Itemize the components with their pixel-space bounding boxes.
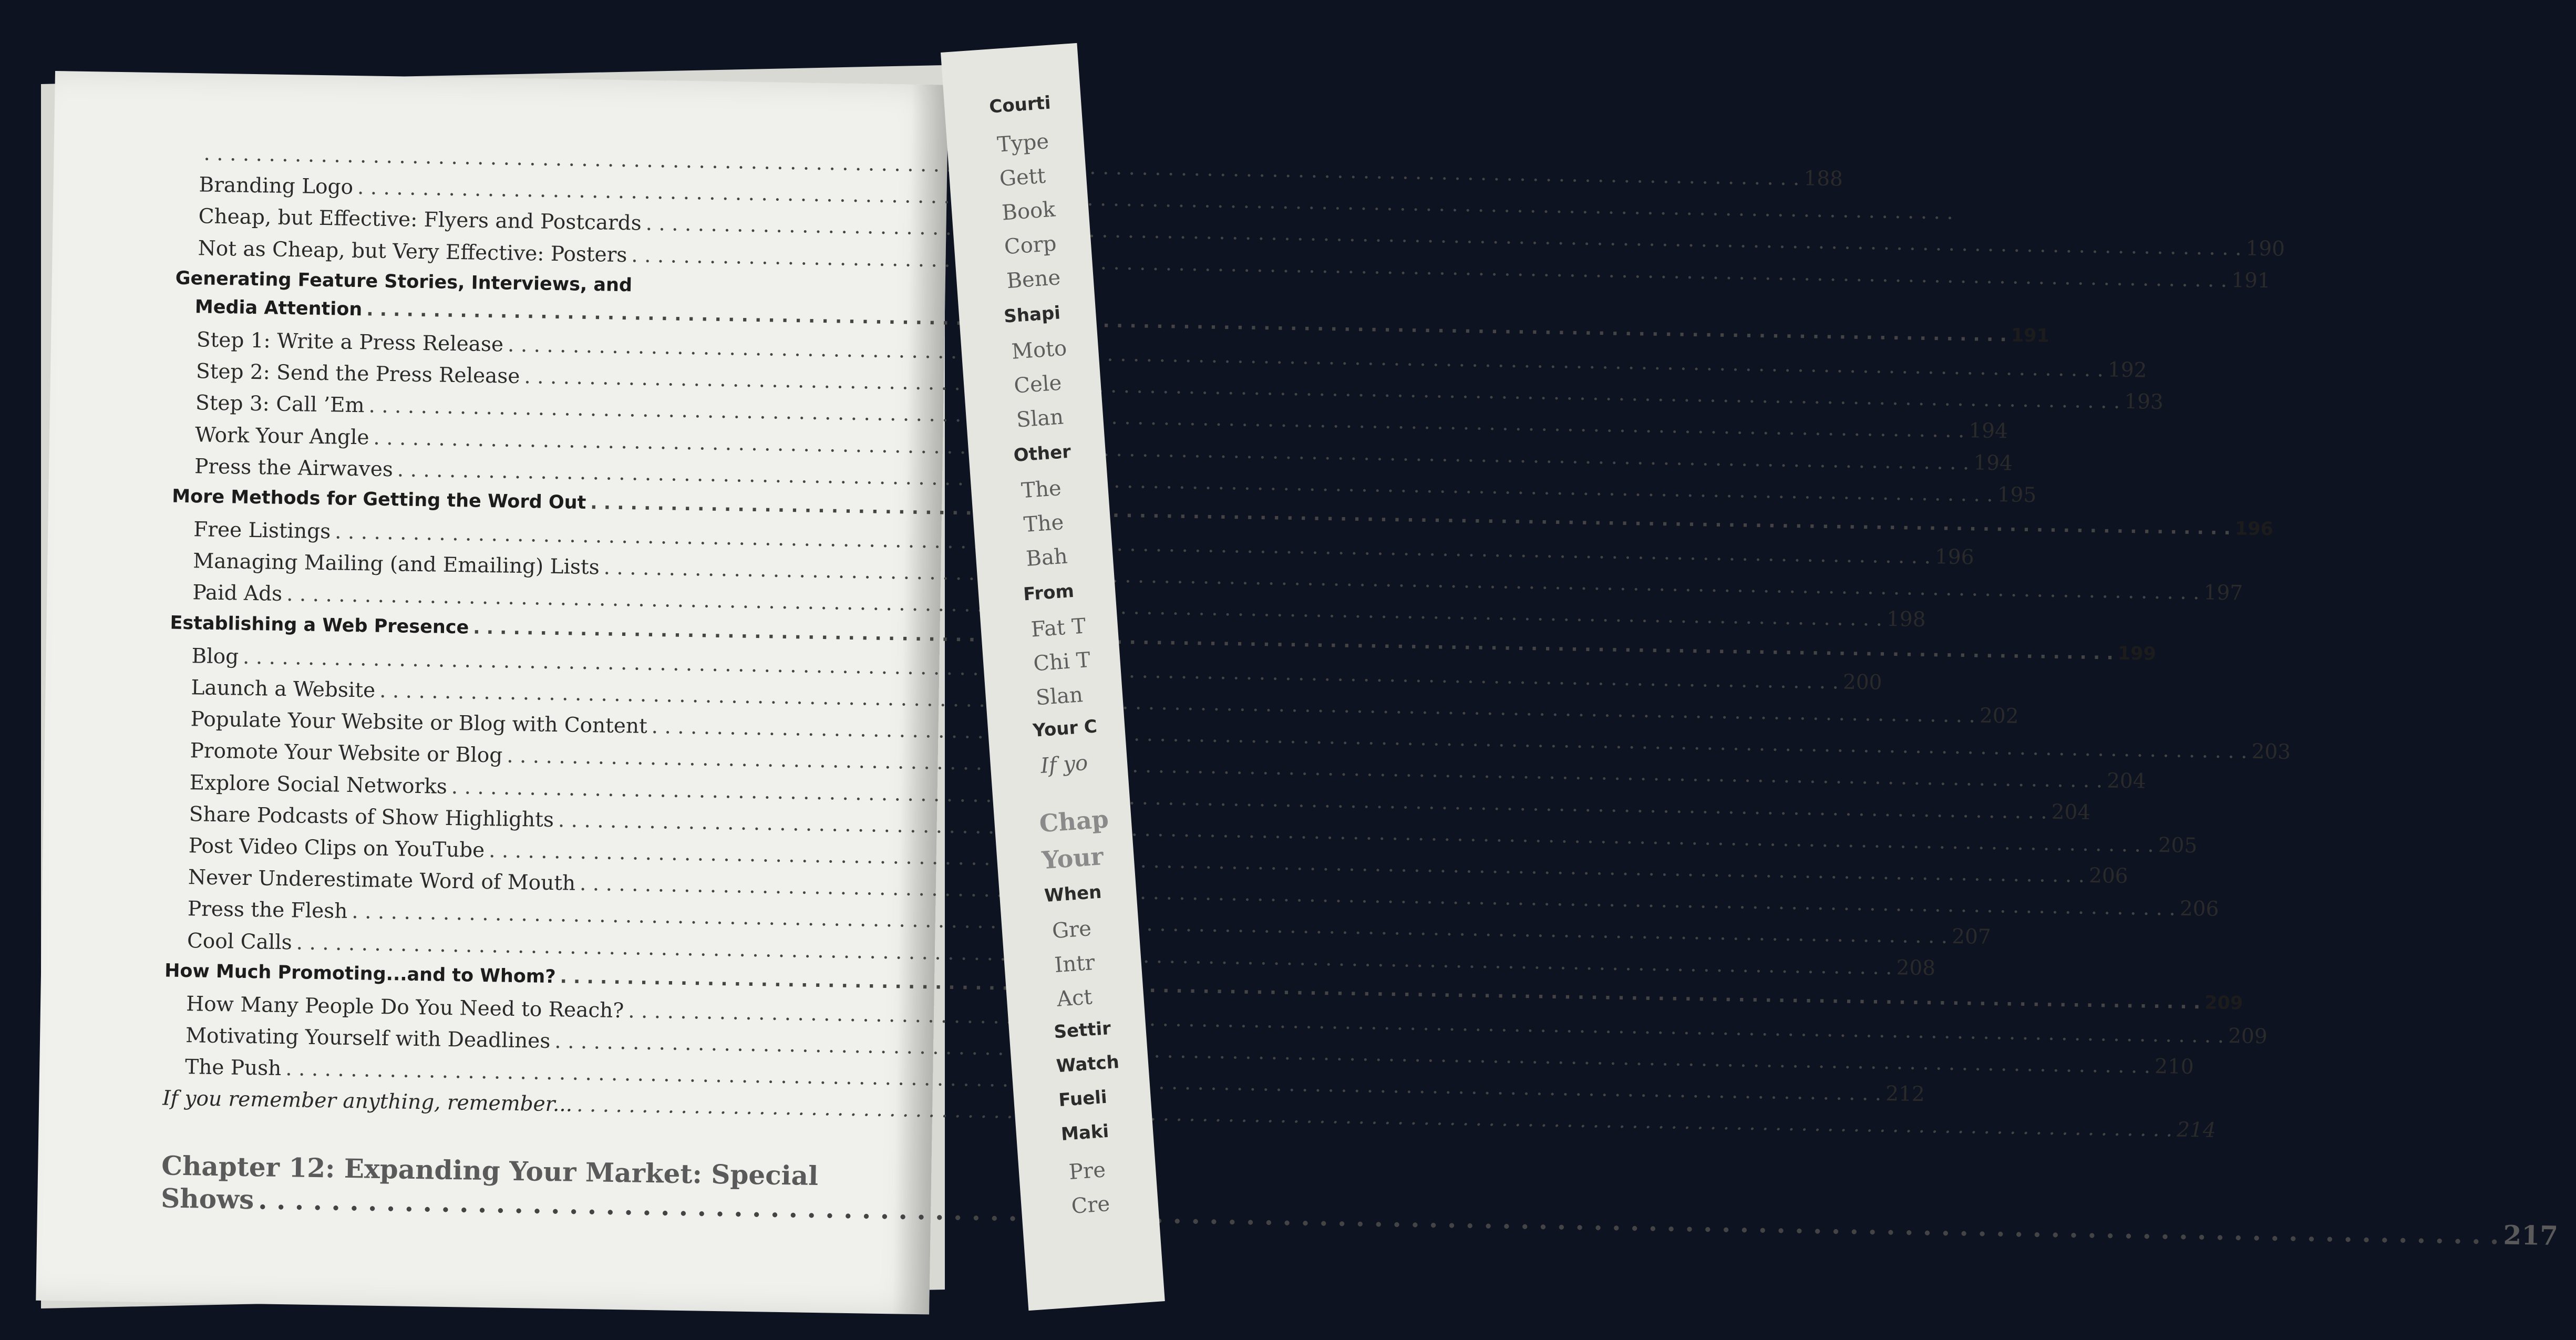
toc-page-number: 208 xyxy=(1896,955,1936,980)
toc-page-number: 193 xyxy=(2124,390,2164,415)
right-page-text-fragment: Type xyxy=(996,129,1050,157)
right-page-text-fragment: Corp xyxy=(1003,231,1057,260)
toc-entry-title: How Much Promoting...and to Whom? xyxy=(164,960,556,987)
right-page-text-fragment: Other xyxy=(1013,441,1072,467)
right-page-text-fragment: The xyxy=(1020,476,1063,503)
toc-entry-title: Branding Logo xyxy=(199,173,354,200)
right-page-text-fragment: Fat T xyxy=(1030,614,1087,642)
toc-entry-title: Never Underestimate Word of Mouth xyxy=(188,865,576,895)
right-page-text-fragment: Slan xyxy=(1035,683,1084,710)
toc-entry-title: Press the Flesh xyxy=(187,897,348,924)
right-page-text-fragment: Chi T xyxy=(1032,647,1091,676)
toc-entry-title: Step 2: Send the Press Release xyxy=(195,359,520,389)
right-page-text-fragment: Intr xyxy=(1054,950,1096,978)
toc-entry-title: Launch a Website xyxy=(191,676,376,703)
right-page-text-fragment: If yo xyxy=(1039,750,1089,778)
toc-page-number: 196 xyxy=(1934,545,1974,570)
right-page-text-fragment: Courti xyxy=(988,92,1052,118)
chapter-page-number: 217 xyxy=(2503,1219,2559,1251)
right-page-text-fragment: Bah xyxy=(1025,544,1069,571)
toc-page-number: 200 xyxy=(1842,670,1882,695)
toc-page-number: 188 xyxy=(1804,167,1843,191)
right-page-text-fragment: Cele xyxy=(1013,370,1063,398)
toc-entry-title: If you remember anything, remember... xyxy=(162,1086,573,1117)
toc-entry-title: Cheap, but Effective: Flyers and Postcards xyxy=(198,204,642,235)
toc-page-number: 212 xyxy=(1885,1082,1925,1107)
right-page-text-fragment: Moto xyxy=(1011,336,1068,364)
right-page-text-fragment: Maki xyxy=(1060,1120,1110,1145)
toc-entry-title: Media Attention xyxy=(194,296,363,320)
toc-page-number: 197 xyxy=(2203,581,2243,605)
toc-entry-title: Blog xyxy=(191,644,239,669)
toc-page-number: 199 xyxy=(2117,643,2157,665)
toc-page-number: 195 xyxy=(1997,482,2037,508)
toc-entry-title: Managing Mailing (and Emailing) Lists xyxy=(193,549,600,580)
right-page-text-fragment: Gre xyxy=(1051,916,1093,944)
toc-entry-title: Generating Feature Stories, Interviews, and xyxy=(175,267,633,296)
right-page-text-fragment: Your C xyxy=(1032,716,1098,741)
right-page-text-fragment: From xyxy=(1022,580,1075,605)
right-page-text-fragment: When xyxy=(1044,881,1102,907)
right-page-text-fragment: Gett xyxy=(998,163,1047,191)
right-page-text-fragment: Bene xyxy=(1006,265,1062,294)
toc-page-number: 194 xyxy=(1969,419,2008,444)
right-page-text-fragment: Book xyxy=(1001,197,1056,225)
toc-entry-title: Free Listings xyxy=(193,518,331,544)
toc-page-number: 206 xyxy=(2088,863,2128,889)
toc-page-number: 210 xyxy=(2154,1055,2194,1079)
right-page-text-fragment: Settir xyxy=(1053,1017,1112,1043)
toc-page-number: 209 xyxy=(2228,1024,2268,1049)
right-page-text-fragment: Fueli xyxy=(1058,1086,1108,1111)
toc-page-number: 204 xyxy=(2051,800,2091,824)
right-page-text-fragment: Shapi xyxy=(1003,302,1062,327)
toc-entry-title: Post Video Clips on YouTube xyxy=(188,834,485,862)
chapter-title-line1: Chapter 12: Expanding Your Market: Special xyxy=(161,1150,819,1191)
right-page-text-fragment: Your xyxy=(1040,842,1105,875)
toc-entry-title: Establishing a Web Presence xyxy=(170,612,469,638)
right-page-text-fragment: Watch xyxy=(1055,1052,1120,1077)
toc-entry-title: Paid Ads xyxy=(192,581,283,606)
right-page-text-fragment: Slan xyxy=(1015,405,1065,432)
toc-entry-title: Promote Your Website or Blog xyxy=(190,739,503,768)
right-page-text-fragment: The xyxy=(1023,510,1065,538)
right-page-text-fragment: Chap xyxy=(1038,805,1110,838)
toc-entry-title: The Push xyxy=(184,1055,282,1081)
toc-entry-title: Populate Your Website or Blog with Content xyxy=(190,707,648,739)
toc-page-number: 191 xyxy=(2231,268,2271,293)
toc-page-number: 205 xyxy=(2158,833,2198,858)
right-page-text-fragment: Cre xyxy=(1070,1191,1111,1219)
toc-page-number: 203 xyxy=(2251,740,2291,765)
dot-leader xyxy=(576,1093,2173,1142)
toc-entry-title: Work Your Angle xyxy=(194,422,369,449)
toc-page-number: 206 xyxy=(2179,896,2219,921)
toc-entry-title: More Methods for Getting the Word Out xyxy=(171,486,586,513)
toc-page-number: 209 xyxy=(2204,992,2243,1014)
toc-entry-title: Cool Calls xyxy=(187,929,293,954)
toc-entry-title: Step 1: Write a Press Release xyxy=(196,328,504,357)
dot-leader xyxy=(258,1184,2499,1250)
chapter-title-line2: Shows xyxy=(160,1182,254,1215)
toc-entry-title: Explore Social Networks xyxy=(189,770,448,799)
right-page-text-fragment: Pre xyxy=(1068,1158,1107,1185)
right-page-text-fragment: Act xyxy=(1056,985,1094,1012)
toc-entry-title: Not as Cheap, but Very Effective: Posters xyxy=(198,236,627,267)
toc-entry-title: Motivating Yourself with Deadlines xyxy=(185,1024,551,1054)
toc-page-number: 207 xyxy=(1951,925,1992,950)
toc-entry-title: Press the Airwaves xyxy=(194,454,394,481)
toc-page-number: 192 xyxy=(2107,358,2147,383)
toc-page-number: 214 xyxy=(2176,1118,2216,1143)
toc-page-number: 191 xyxy=(2011,325,2050,347)
toc-entry-title: How Many People Do You Need to Reach? xyxy=(186,992,624,1023)
toc-entry-title: Step 3: Call ’Em xyxy=(195,391,365,418)
toc-page-number: 196 xyxy=(2234,518,2274,540)
toc-page-number: 198 xyxy=(1886,607,1926,632)
toc-page-number: 190 xyxy=(2245,236,2285,262)
toc-page-number: 194 xyxy=(1973,450,2013,476)
toc-page-number: 202 xyxy=(1979,704,2019,728)
toc-page-number: 204 xyxy=(2106,769,2146,794)
toc-entry-title: Share Podcasts of Show Highlights xyxy=(189,802,554,832)
